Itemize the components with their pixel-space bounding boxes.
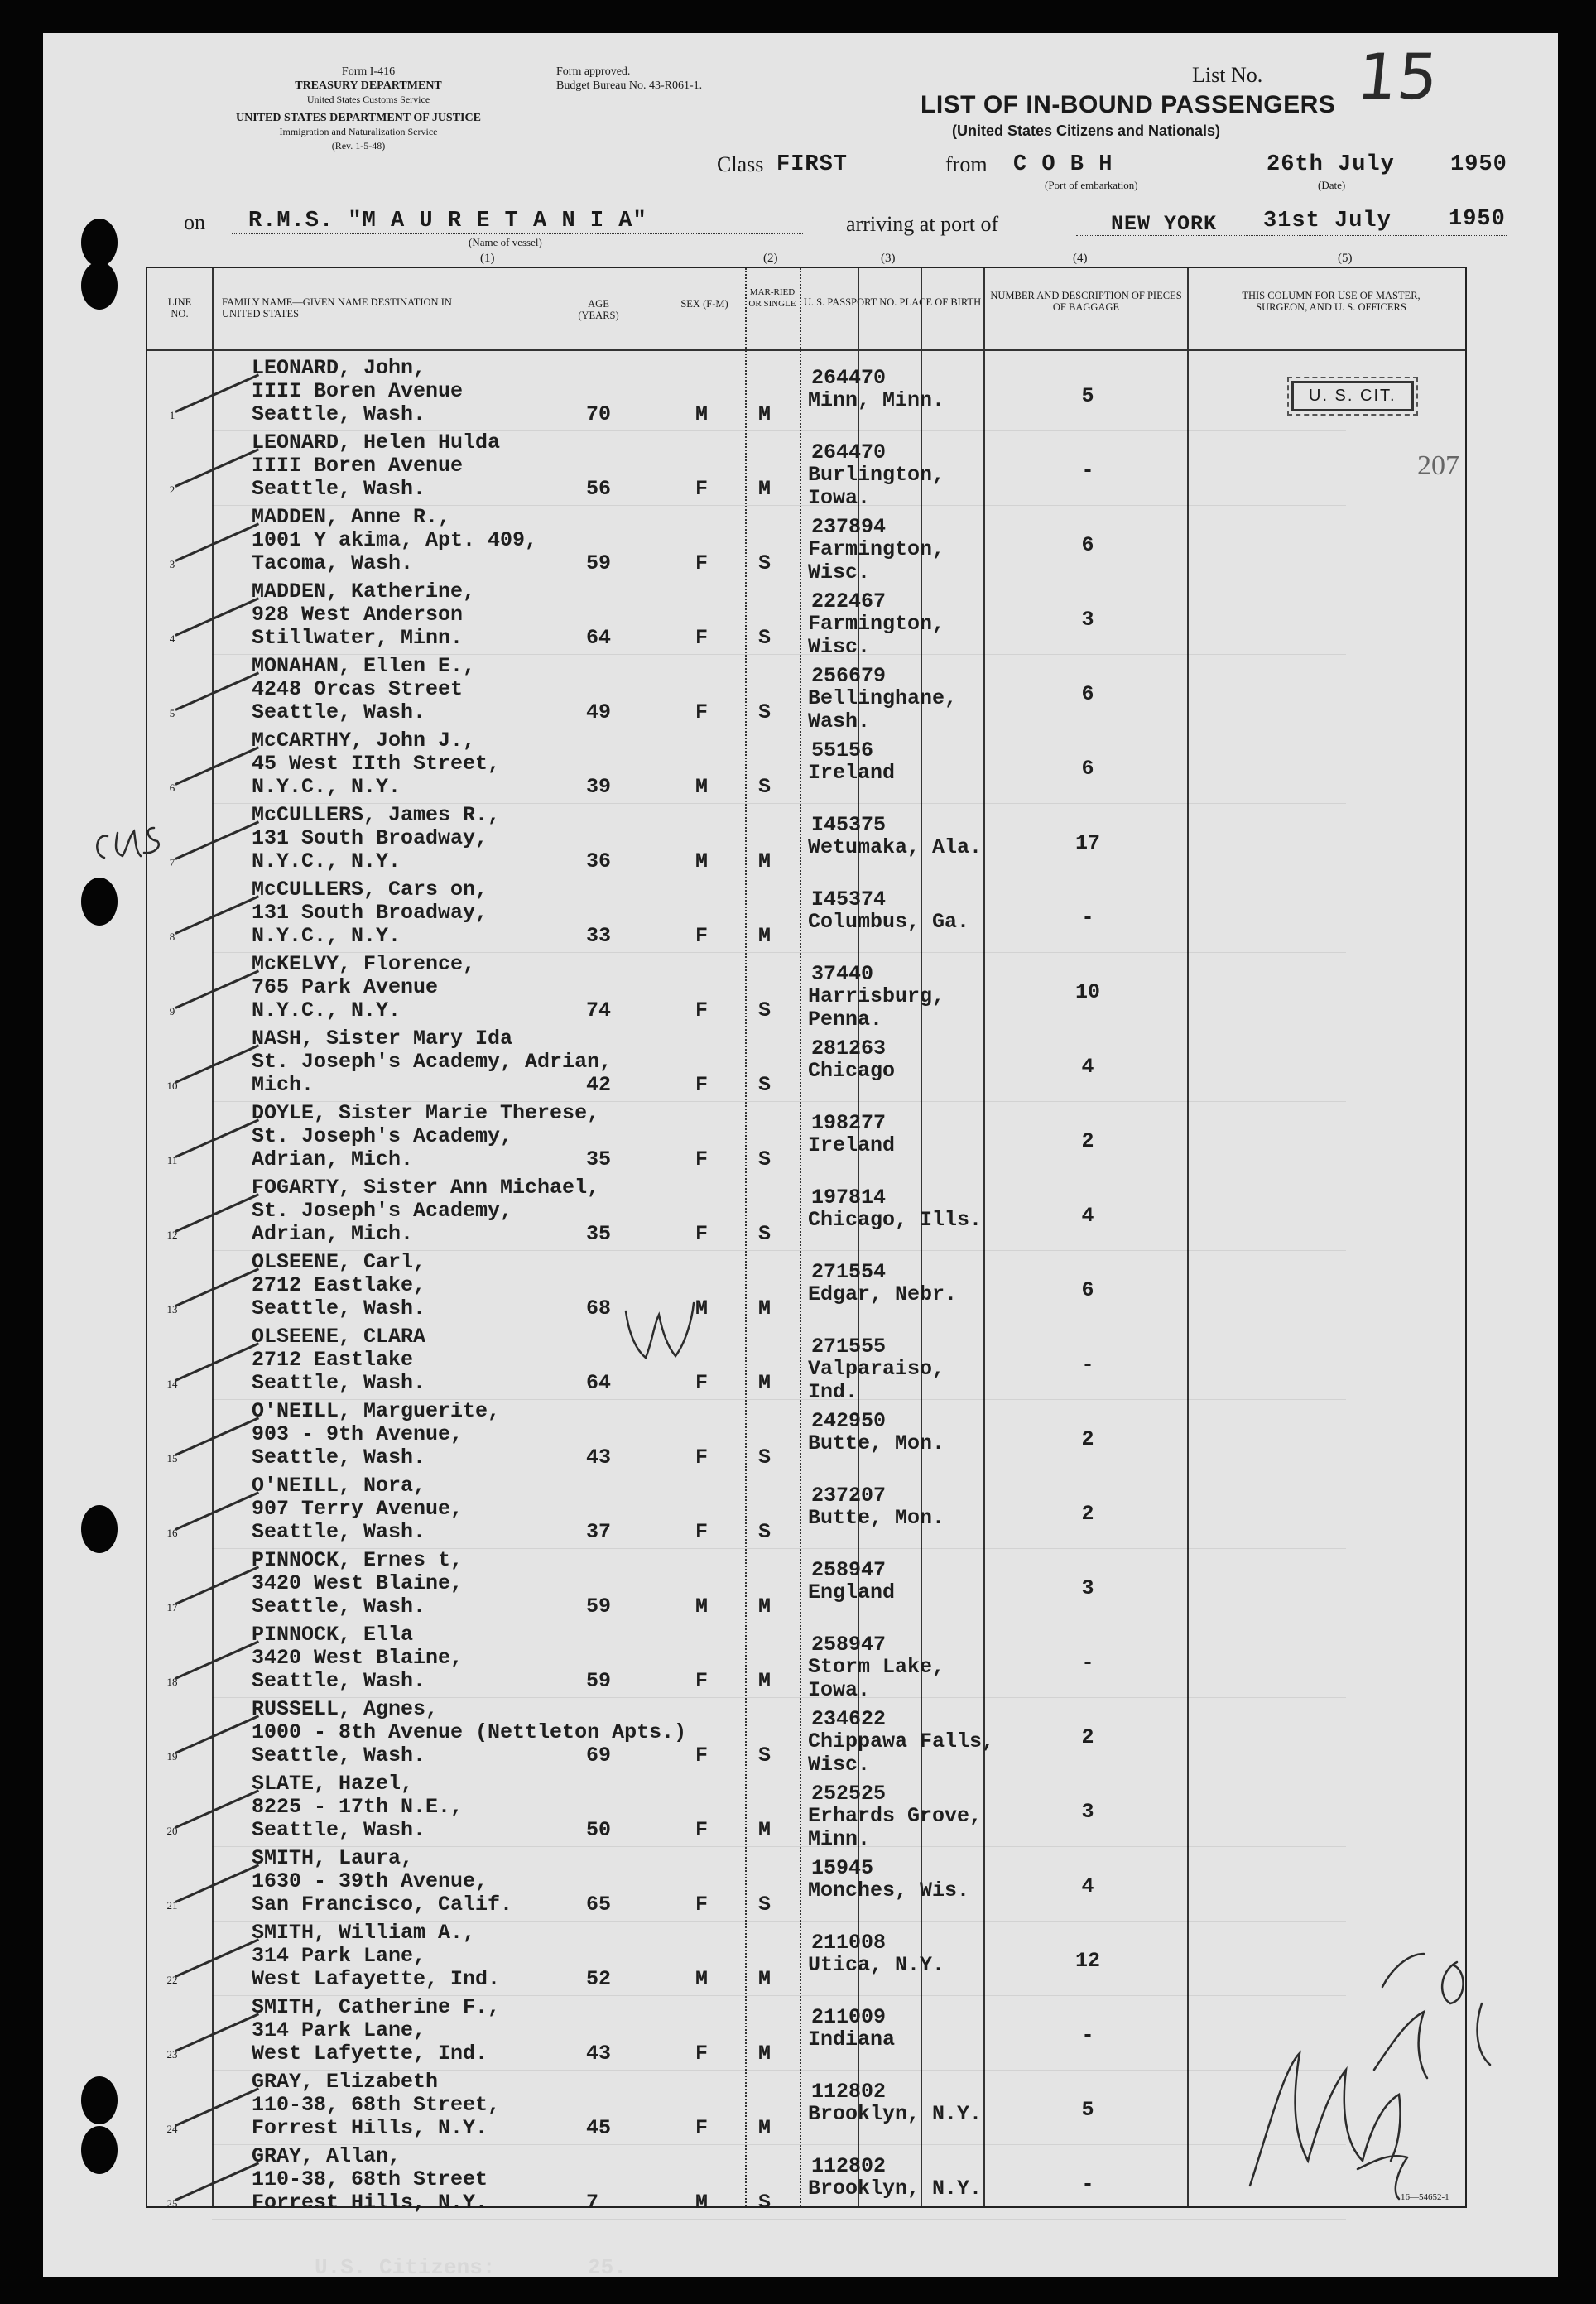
baggage-count: 4: [1081, 1055, 1094, 1079]
passenger-sex: M: [695, 849, 709, 873]
passenger-sex: M: [695, 1595, 709, 1619]
passenger-city: N.Y.C., N.Y.: [252, 998, 401, 1022]
line-number: 14: [166, 1378, 178, 1390]
passenger-sex: F: [695, 924, 709, 948]
passenger-city: Seattle, Wash.: [252, 477, 426, 501]
place-of-birth: Harrisburg, Penna.: [808, 984, 945, 1032]
passenger-city: Forrest Hills, N.Y.: [252, 2116, 488, 2140]
place-of-birth: Burlington, Iowa.: [808, 463, 945, 510]
place-of-birth: Edgar, Nebr.: [808, 1282, 958, 1306]
baggage-count: -: [1081, 2023, 1094, 2047]
passenger-age: 70: [586, 402, 612, 426]
passport-number: 211008: [811, 1931, 887, 1955]
passenger-city: Mich.: [252, 1073, 315, 1097]
passenger-city: West Lafyette, Ind.: [252, 2042, 488, 2066]
line-number: 19: [166, 1750, 178, 1763]
passenger-name: McCULLERS, Cars on,: [252, 878, 488, 902]
place-of-birth: Valparaiso, Ind.: [808, 1357, 945, 1404]
col-head-family-name: FAMILY NAME—GIVEN NAME DESTINATION IN UNITED STATES: [222, 296, 452, 320]
passenger-marital-status: M: [758, 2042, 772, 2066]
column-number-1: (1): [480, 252, 495, 265]
passenger-marital-status: S: [758, 2191, 772, 2215]
passenger-city: Adrian, Mich.: [252, 1222, 414, 1246]
class-value: FIRST: [776, 152, 848, 177]
passenger-marital-status: M: [758, 1818, 772, 1842]
passenger-city: Forrest Hills, N.Y.: [252, 2191, 488, 2215]
col-head-sex: SEX (F-M): [680, 298, 728, 310]
list-no-label: List No.: [1192, 63, 1263, 87]
form-approved: Form approved.: [556, 65, 631, 78]
passenger-age: 35: [586, 1222, 612, 1246]
line-number: 25: [166, 2197, 178, 2210]
passenger-city: Tacoma, Wash.: [252, 551, 414, 575]
passenger-age: 33: [586, 924, 612, 948]
line-number: 12: [166, 1229, 178, 1241]
passenger-age: 39: [586, 775, 612, 799]
passenger-address: St. Joseph's Academy, Adrian,: [252, 1050, 613, 1074]
line-number: 21: [166, 1899, 178, 1912]
handwritten-w: [626, 1303, 694, 1358]
place-of-birth: Ireland: [808, 761, 896, 785]
line-number: 23: [166, 2048, 178, 2061]
passenger-address: 1000 - 8th Avenue (Nettleton Apts.): [252, 1720, 687, 1744]
passport-number: 256679: [811, 664, 887, 688]
baggage-count: 2: [1081, 1725, 1094, 1749]
passenger-marital-status: M: [758, 1669, 772, 1693]
passenger-marital-status: S: [758, 1893, 772, 1917]
passenger-name: FOGARTY, Sister Ann Michael,: [252, 1176, 600, 1200]
passenger-age: 74: [586, 998, 612, 1022]
place-of-birth: Brooklyn, N.Y.: [808, 2177, 983, 2201]
baggage-count: 2: [1081, 1427, 1094, 1451]
embark-date: 26th July: [1267, 152, 1395, 177]
place-of-birth: Indiana: [808, 2027, 896, 2051]
form-code: 16—54652-1: [1401, 2192, 1449, 2202]
passenger-sex: M: [695, 402, 709, 426]
baggage-count: -: [1081, 1651, 1094, 1675]
passenger-age: 52: [586, 1967, 612, 1991]
place-of-birth: Farmington, Wisc.: [808, 537, 945, 584]
passenger-age: 59: [586, 1669, 612, 1693]
passenger-sex: F: [695, 477, 709, 501]
annotation-207: 207: [1417, 450, 1459, 481]
passport-number: 55156: [811, 738, 874, 762]
passenger-marital-status: M: [758, 1967, 772, 1991]
passenger-city: Seattle, Wash.: [252, 402, 426, 426]
baggage-count: 2: [1081, 1502, 1094, 1526]
baggage-count: 3: [1081, 1576, 1094, 1600]
arrival-year: 1950: [1449, 207, 1506, 232]
passenger-address: 110-38, 68th Street,: [252, 2093, 501, 2117]
passenger-name: GRAY, Allan,: [252, 2144, 401, 2168]
passenger-age: 49: [586, 700, 612, 724]
place-of-birth: Utica, N.Y.: [808, 1953, 945, 1977]
passenger-age: 69: [586, 1744, 612, 1768]
passenger-marital-status: S: [758, 775, 772, 799]
line-number: 3: [169, 558, 175, 570]
passenger-age: 65: [586, 1893, 612, 1917]
baggage-count: 12: [1074, 1949, 1100, 1973]
passenger-name: O'NEILL, Nora,: [252, 1474, 426, 1498]
place-of-birth: England: [808, 1580, 896, 1604]
line-number: 6: [169, 782, 175, 794]
ins-name: Immigration and Naturalization Service: [279, 126, 438, 137]
passenger-city: Adrian, Mich.: [252, 1147, 414, 1171]
list-no-value: 15: [1353, 40, 1442, 113]
place-of-birth: Brooklyn, N.Y.: [808, 2102, 983, 2126]
passenger-address: St. Joseph's Academy,: [252, 1199, 513, 1223]
passenger-sex: F: [695, 1744, 709, 1768]
passenger-marital-status: S: [758, 1445, 772, 1469]
passenger-marital-status: M: [758, 402, 772, 426]
passenger-sex: F: [695, 700, 709, 724]
citizens-total-label: U.S. Citizens:: [315, 2255, 496, 2280]
passenger-address: 45 West IIth Street,: [252, 752, 501, 776]
from-label: from: [945, 152, 988, 176]
passenger-name: SMITH, Laura,: [252, 1846, 414, 1870]
place-of-birth: Butte, Mon.: [808, 1506, 945, 1530]
passenger-name: McCULLERS, James R.,: [252, 803, 501, 827]
passenger-marital-status: S: [758, 551, 772, 575]
passenger-marital-status: S: [758, 998, 772, 1022]
line-number: 2: [169, 483, 175, 496]
passport-number: 264470: [811, 440, 887, 464]
passenger-marital-status: M: [758, 2116, 772, 2140]
baggage-count: 5: [1081, 384, 1094, 408]
column-number-5: (5): [1338, 252, 1353, 265]
passenger-sex: F: [695, 1222, 709, 1246]
passenger-sex: F: [695, 551, 709, 575]
passenger-address: 314 Park Lane,: [252, 2018, 426, 2042]
passenger-age: 56: [586, 477, 612, 501]
passenger-marital-status: M: [758, 1371, 772, 1395]
line-number: 9: [169, 1005, 175, 1017]
passenger-marital-status: M: [758, 849, 772, 873]
passenger-sex: F: [695, 1893, 709, 1917]
treasury-department: TREASURY DEPARTMENT: [295, 79, 442, 92]
passenger-sex: F: [695, 1445, 709, 1469]
vessel-name: R.M.S. "M A U R E T A N I A": [248, 209, 647, 233]
passenger-sex: M: [695, 1296, 709, 1320]
passport-number: 211009: [811, 2005, 887, 2029]
passport-number: 237894: [811, 515, 887, 539]
passenger-marital-status: S: [758, 1520, 772, 1544]
passenger-sex: F: [695, 1520, 709, 1544]
line-number: 24: [166, 2123, 178, 2135]
passenger-address: IIII Boren Avenue: [252, 379, 464, 403]
form-revision: (Rev. 1-5-48): [331, 140, 386, 152]
passenger-name: SMITH, William A.,: [252, 1921, 476, 1945]
line-number: 16: [166, 1527, 178, 1539]
baggage-count: 2: [1081, 1129, 1094, 1153]
arrival-port: NEW YORK: [1111, 212, 1218, 236]
passenger-city: Seattle, Wash.: [252, 1595, 426, 1619]
passenger-name: OLSEENE, Carl,: [252, 1250, 426, 1274]
line-number: 4: [169, 633, 175, 645]
passport-number: 271554: [811, 1260, 887, 1284]
passenger-city: N.Y.C., N.Y.: [252, 924, 401, 948]
passenger-address: 903 - 9th Avenue,: [252, 1422, 464, 1446]
port-of-embarkation: C O B H: [1013, 152, 1113, 177]
customs-service: United States Customs Service: [306, 94, 430, 105]
passenger-city: N.Y.C., N.Y.: [252, 775, 401, 799]
passenger-address: 3420 West Blaine,: [252, 1646, 464, 1670]
passenger-address: 8225 - 17th N.E.,: [252, 1795, 464, 1819]
line-number: 15: [166, 1452, 178, 1465]
passenger-marital-status: S: [758, 1073, 772, 1097]
passenger-age: 59: [586, 551, 612, 575]
passenger-marital-status: S: [758, 1147, 772, 1171]
baggage-count: 10: [1074, 980, 1100, 1004]
line-number: 8: [169, 931, 175, 943]
list-subtitle: (United States Citizens and Nationals): [952, 123, 1221, 139]
line-number: 1: [169, 409, 175, 421]
passport-number: 264470: [811, 366, 887, 390]
passenger-marital-status: S: [758, 626, 772, 650]
baggage-count: 6: [1081, 757, 1094, 781]
passenger-address: 928 West Anderson: [252, 603, 464, 627]
passenger-age: 59: [586, 1595, 612, 1619]
passenger-city: Seattle, Wash.: [252, 1818, 426, 1842]
passenger-name: RUSSELL, Agnes,: [252, 1697, 439, 1721]
passenger-name: MADDEN, Anne R.,: [252, 505, 451, 529]
passenger-sex: F: [695, 1818, 709, 1842]
passenger-city: Seattle, Wash.: [252, 1669, 426, 1693]
place-of-birth: Chicago: [808, 1059, 896, 1083]
passenger-address: 907 Terry Avenue,: [252, 1497, 464, 1521]
passenger-name: SMITH, Catherine F.,: [252, 1995, 501, 2019]
passport-number: I45374: [811, 887, 887, 911]
passenger-age: 36: [586, 849, 612, 873]
passenger-sex: M: [695, 1967, 709, 1991]
passenger-city: Seattle, Wash.: [252, 1744, 426, 1768]
date-caption: (Date): [1318, 179, 1346, 191]
passport-number: 242950: [811, 1409, 887, 1433]
place-of-birth: Storm Lake, Iowa.: [808, 1655, 945, 1702]
place-of-birth: Columbus, Ga.: [808, 910, 970, 934]
list-title: LIST OF IN-BOUND PASSENGERS: [921, 91, 1336, 118]
line-number: 11: [166, 1154, 178, 1166]
passenger-sex: F: [695, 1371, 709, 1395]
passenger-marital-status: M: [758, 1296, 772, 1320]
place-of-birth: Ireland: [808, 1133, 896, 1157]
passenger-city: Seattle, Wash.: [252, 1520, 426, 1544]
passenger-name: McCARTHY, John J.,: [252, 729, 476, 753]
baggage-count: 6: [1081, 533, 1094, 557]
passenger-sex: F: [695, 626, 709, 650]
passenger-city: Seattle, Wash.: [252, 1371, 426, 1395]
passenger-city: Seattle, Wash.: [252, 700, 426, 724]
passenger-sex: F: [695, 2042, 709, 2066]
passenger-sex: M: [695, 2191, 709, 2215]
passenger-city: San Francisco, Calif.: [252, 1893, 513, 1917]
passenger-name: SLATE, Hazel,: [252, 1772, 414, 1796]
passenger-address: 1001 Y akima, Apt. 409,: [252, 528, 538, 552]
baggage-count: 4: [1081, 1204, 1094, 1228]
line-number: 17: [166, 1601, 178, 1614]
passport-number: 252525: [811, 1782, 887, 1806]
place-of-birth: Minn, Minn.: [808, 388, 945, 412]
class-label: Class: [717, 152, 764, 176]
place-of-birth: Monches, Wis.: [808, 1878, 970, 1902]
form-number: Form I-416: [341, 65, 396, 78]
passenger-address: 2712 Eastlake: [252, 1348, 414, 1372]
baggage-count: -: [1081, 2172, 1094, 2196]
passenger-city: N.Y.C., N.Y.: [252, 849, 401, 873]
passport-number: 237207: [811, 1484, 887, 1508]
passenger-name: McKELVY, Florence,: [252, 952, 476, 976]
passenger-name: O'NEILL, Marguerite,: [252, 1399, 501, 1423]
handwritten-signature: [1250, 1954, 1490, 2199]
baggage-count: -: [1081, 1353, 1094, 1377]
passenger-marital-status: M: [758, 1595, 772, 1619]
port-caption: (Port of embarkation): [1045, 179, 1138, 191]
column-number-4: (4): [1073, 252, 1088, 265]
passenger-address: 314 Park Lane,: [252, 1944, 426, 1968]
line-number: 22: [166, 1974, 178, 1986]
place-of-birth: Erhards Grove, Minn.: [808, 1804, 983, 1851]
baggage-count: 3: [1081, 1800, 1094, 1824]
col-head-line-no: LINE NO.: [167, 296, 192, 320]
arriving-label: arriving at port of: [846, 212, 999, 236]
embark-year: 1950: [1450, 152, 1507, 177]
passport-number: 198277: [811, 1111, 887, 1135]
passenger-age: 50: [586, 1818, 612, 1842]
passenger-address: 131 South Broadway,: [252, 901, 488, 925]
place-of-birth: Butte, Mon.: [808, 1431, 945, 1455]
passenger-address: 4248 Orcas Street: [252, 677, 464, 701]
passenger-age: 35: [586, 1147, 612, 1171]
justice-department: UNITED STATES DEPARTMENT OF JUSTICE: [236, 112, 481, 124]
passenger-sex: F: [695, 2116, 709, 2140]
passenger-age: 64: [586, 1371, 612, 1395]
passenger-age: 42: [586, 1073, 612, 1097]
passenger-age: 64: [586, 626, 612, 650]
us-citizen-stamp-text: U. S. CIT.: [1309, 387, 1396, 405]
passenger-address: 2712 Eastlake,: [252, 1273, 426, 1297]
passenger-age: 43: [586, 1445, 612, 1469]
column-number-2: (2): [763, 252, 778, 265]
passenger-sex: M: [695, 775, 709, 799]
arrival-date: 31st July: [1263, 209, 1392, 233]
passport-number: 234622: [811, 1707, 887, 1731]
passenger-age: 68: [586, 1296, 612, 1320]
line-number: 7: [169, 856, 175, 868]
passport-number: 281263: [811, 1037, 887, 1061]
column-number-3: (3): [881, 252, 896, 265]
passenger-name: NASH, Sister Mary Ida: [252, 1027, 513, 1051]
passport-number: 197814: [811, 1186, 887, 1210]
citizens-total-value: 25.: [588, 2255, 627, 2280]
place-of-birth: Farmington, Wisc.: [808, 612, 945, 659]
passport-number: I45375: [811, 813, 887, 837]
passenger-marital-status: S: [758, 1222, 772, 1246]
passport-number: 271555: [811, 1335, 887, 1359]
baggage-count: 4: [1081, 1874, 1094, 1898]
baggage-count: 17: [1074, 831, 1100, 855]
passport-number: 112802: [811, 2154, 887, 2178]
passenger-address: 765 Park Avenue: [252, 975, 439, 999]
place-of-birth: Wetumaka, Ala.: [808, 835, 983, 859]
passenger-address: 1630 - 39th Avenue,: [252, 1869, 488, 1893]
passenger-name: DOYLE, Sister Marie Therese,: [252, 1101, 600, 1125]
passenger-age: 7: [586, 2191, 599, 2215]
passport-number: 258947: [811, 1558, 887, 1582]
passenger-address: 131 South Broadway,: [252, 826, 488, 850]
passenger-age: 37: [586, 1520, 612, 1544]
passenger-sex: F: [695, 1073, 709, 1097]
passenger-name: MONAHAN, Ellen E.,: [252, 654, 476, 678]
col-head-age: AGE (YEARS): [578, 298, 619, 321]
col-head-baggage: NUMBER AND DESCRIPTION OF PIECES OF BAGGAGE: [990, 290, 1182, 313]
place-of-birth: Chicago, Ills.: [808, 1208, 983, 1232]
col-head-officers: THIS COLUMN FOR USE OF MASTER, SURGEON, AND U. S. OFFICERS: [1242, 290, 1421, 313]
passenger-marital-status: S: [758, 700, 772, 724]
handwritten-cms: [97, 828, 159, 858]
vessel-caption: (Name of vessel): [469, 236, 542, 248]
passenger-name: PINNOCK, Ella: [252, 1623, 414, 1647]
passport-number: 258947: [811, 1633, 887, 1657]
passenger-name: OLSEENE, CLARA: [252, 1325, 426, 1349]
passenger-sex: F: [695, 1147, 709, 1171]
passenger-name: LEONARD, Helen Hulda: [252, 430, 501, 455]
baggage-count: 6: [1081, 682, 1094, 706]
passenger-address: IIII Boren Avenue: [252, 454, 464, 478]
line-number: 10: [166, 1080, 178, 1092]
passport-number: 112802: [811, 2080, 887, 2104]
baggage-count: 3: [1081, 608, 1094, 632]
on-label: on: [184, 210, 205, 234]
passenger-age: 43: [586, 2042, 612, 2066]
passenger-marital-status: S: [758, 1744, 772, 1768]
passenger-marital-status: M: [758, 924, 772, 948]
baggage-count: 5: [1081, 2098, 1094, 2122]
passenger-age: 45: [586, 2116, 612, 2140]
passenger-name: LEONARD, John,: [252, 356, 426, 380]
passport-number: 37440: [811, 962, 874, 986]
passport-number: 222467: [811, 589, 887, 613]
passenger-name: MADDEN, Katherine,: [252, 580, 476, 604]
passenger-city: Seattle, Wash.: [252, 1296, 426, 1320]
place-of-birth: Chippawa Falls, Wisc.: [808, 1729, 995, 1777]
line-number: 20: [166, 1825, 178, 1837]
line-number: 5: [169, 707, 175, 719]
place-of-birth: Bellinghane, Wash.: [808, 686, 958, 734]
baggage-count: -: [1081, 906, 1094, 930]
passenger-address: 110-38, 68th Street: [252, 2167, 488, 2191]
passenger-address: 3420 West Blaine,: [252, 1571, 464, 1595]
passenger-sex: F: [695, 998, 709, 1022]
budget-bureau: Budget Bureau No. 43-R061-1.: [556, 79, 703, 92]
line-number: 18: [166, 1676, 178, 1688]
line-number: 13: [166, 1303, 178, 1316]
baggage-count: 6: [1081, 1278, 1094, 1302]
passenger-city: West Lafayette, Ind.: [252, 1967, 501, 1991]
passenger-name: GRAY, Elizabeth: [252, 2070, 439, 2094]
passport-number: 15945: [811, 1856, 874, 1880]
passenger-city: Seattle, Wash.: [252, 1445, 426, 1469]
passenger-name: PINNOCK, Ernes t,: [252, 1548, 464, 1572]
col-head-passport: U. S. PASSPORT NO. PLACE OF BIRTH: [803, 296, 982, 308]
baggage-count: -: [1081, 459, 1094, 483]
col-head-married: MAR-RIED OR SINGLE: [748, 287, 796, 309]
passenger-sex: F: [695, 1669, 709, 1693]
passenger-address: St. Joseph's Academy,: [252, 1124, 513, 1148]
passenger-city: Stillwater, Minn.: [252, 626, 464, 650]
passenger-marital-status: M: [758, 477, 772, 501]
